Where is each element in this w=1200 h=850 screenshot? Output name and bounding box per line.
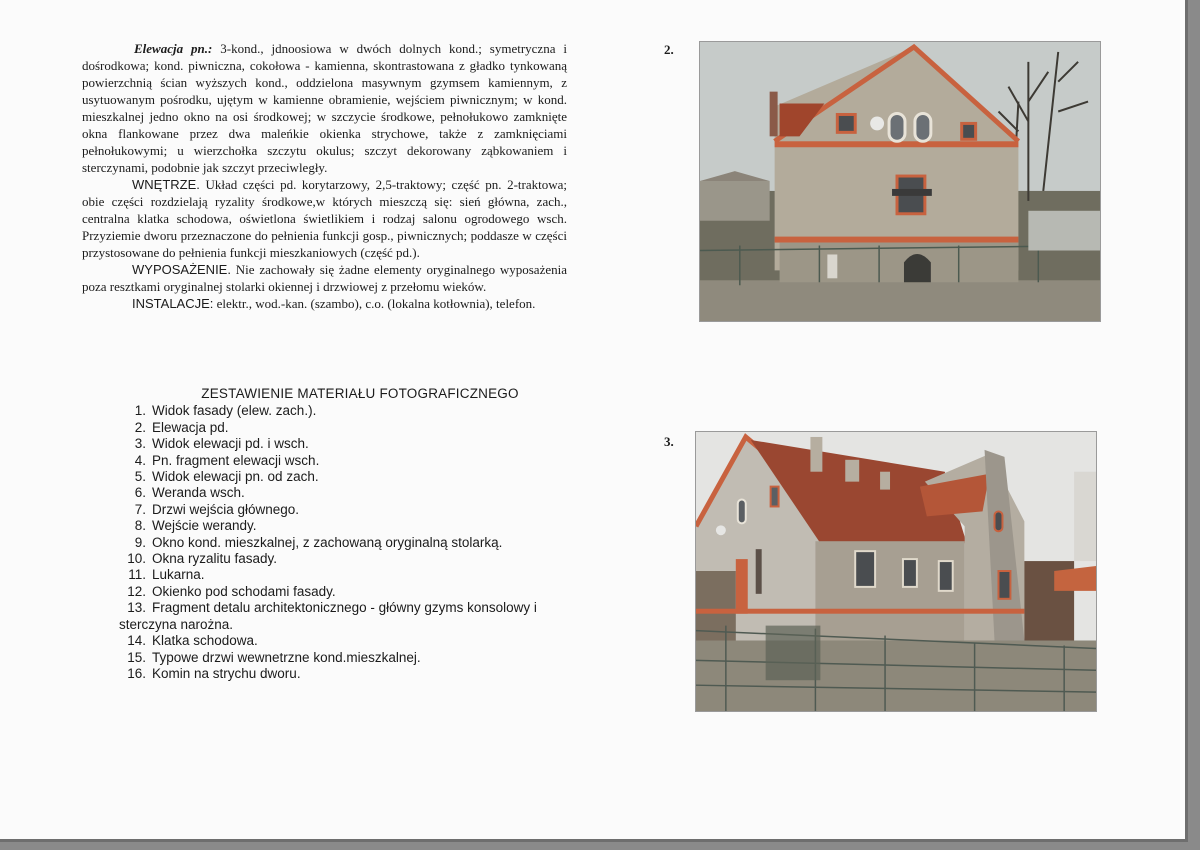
list-item-number: 7.	[134, 501, 146, 517]
list-item	[100, 485, 580, 501]
list-item	[100, 403, 580, 419]
list-item-number: 13.	[127, 600, 146, 616]
photo-label-2: 2.	[664, 42, 674, 57]
photo-material-list	[100, 386, 580, 682]
list-item-number: 4.	[134, 452, 146, 468]
list-item-number: 16.	[127, 665, 146, 681]
list-item	[100, 518, 580, 534]
paragraph-heading: WYPOSAŻENIE.	[132, 262, 231, 277]
list-item-number: 2.	[134, 419, 146, 435]
paragraph-body: Nie zachowały się żadne elementy oryginalnego wyposażenia poza resztkami oryginalnej stolarki okiennej i drzwiowej z przełomu wieków.	[82, 262, 567, 294]
list-item-text: Elewacja pd.	[152, 419, 229, 435]
paragraph-north-elevation	[82, 40, 567, 176]
description-text	[82, 40, 567, 312]
paragraph-lead: Elewacja pn.:	[134, 41, 213, 56]
paragraph-body: 3-kond., jdnoosiowa w dwóch dolnych kond.; symetryczna i dośrodkowa; kond. piwniczna, cokołowa - kamienna, skontrastowana z gładko tynkowaną powierzchnią ścian wyższych kond., oddzielona masywnym gzymsem kamiennym, z usytuowanym pośrodku, ujętym w kamienne obramienie, wejściem piwnicznym; w kond. mieszkalnej jedno okno na osi środkowej; w szczycie środkowe, pełnołukowo zamknięte okna flankowane przez dwa maleńkie okienka strychowe, także z zamknięciami pełnołukowymi; u wierzchołka szczytu okulus; szczyt dekorowany ząbkowaniem i sterczynami, podobnie jak szczyt przeciwległy.	[82, 41, 567, 175]
list-item	[100, 502, 580, 518]
list-item	[100, 584, 580, 600]
list-item-number: 6.	[134, 485, 146, 501]
list-item-text: Widok elewacji pn. od zach.	[152, 469, 319, 485]
list-item-number: 11.	[128, 567, 146, 583]
list-item	[100, 420, 580, 436]
list-item-text: Lukarna.	[152, 567, 205, 583]
house-photo-image	[696, 432, 1096, 711]
list-item	[100, 567, 580, 583]
list-item	[100, 650, 580, 666]
list-title: ZESTAWIENIE MATERIAŁU FOTOGRAFICZNEGO	[201, 386, 519, 401]
list-item-text: Widok fasady (elew. zach.).	[152, 403, 317, 419]
list-item-continuation	[100, 617, 580, 633]
list-item-text: Klatka schodowa.	[152, 633, 258, 649]
list-item-number: 12.	[127, 583, 146, 599]
list-item	[100, 535, 580, 551]
list-item-number: 15.	[127, 649, 146, 665]
list-item-number: 14.	[127, 633, 146, 649]
photo-south-elevation	[699, 41, 1101, 322]
list-item	[100, 453, 580, 469]
photo-south-east-elevation	[695, 431, 1097, 712]
list-item-text: Okna ryzalitu fasady.	[152, 551, 278, 567]
paragraph-heading: INSTALACJE:	[132, 296, 214, 311]
house-photo-image	[700, 42, 1100, 321]
list-item-text: Okno kond. mieszkalnej, z zachowaną oryginalną stolarką.	[152, 534, 503, 550]
list-item-number: 9.	[134, 534, 146, 550]
list-item-text-continuation: sterczyna narożna.	[119, 616, 234, 632]
paragraph-body: Układ części pd. korytarzowy, 2,5-traktowy; część pn. 2-traktowa; obie części rozdzielają ryzality środkowe,w których mieszczą się: sień główna, zach., centralna klatka schodowa, oświetlona świetlikiem i rodzaj salonu ogrodowego wsch. Przyziemie dworu przeznaczone do pełnienia funkcji gosp., piwnicznych; poddasze w części przystosowane do pełnienia funkcji mieszkaniowych (część pd.).	[82, 177, 567, 260]
list-item	[100, 633, 580, 649]
paragraph-installations	[82, 295, 567, 312]
list-item-text: Okienko pod schodami fasady.	[152, 583, 336, 599]
list-item	[100, 666, 580, 682]
list-item-number: 10.	[127, 551, 146, 567]
list-item-number: 3.	[134, 436, 146, 452]
list-item-number: 5.	[134, 469, 146, 485]
paragraph-furnishings	[82, 261, 567, 295]
paragraph-heading: WNĘTRZE.	[132, 177, 200, 192]
paragraph-body: elektr., wod.-kan. (szambo), c.o. (lokalna kotłownia), telefon.	[213, 296, 536, 311]
list-item-text: Typowe drzwi wewnetrzne kond.mieszkalnej.	[152, 649, 421, 665]
list-item	[100, 600, 580, 616]
list-item-number: 8.	[134, 518, 146, 534]
photo-items	[100, 403, 580, 682]
paragraph-interior	[82, 176, 567, 261]
list-item-text: Widok elewacji pd. i wsch.	[152, 436, 309, 452]
list-item-text: Drzwi wejścia głównego.	[152, 501, 300, 517]
list-item-text: Komin na strychu dworu.	[152, 665, 301, 681]
list-item-text: Pn. fragment elewacji wsch.	[152, 452, 320, 468]
photo-label-3: 3.	[664, 434, 674, 449]
list-item	[100, 436, 580, 452]
list-item	[100, 469, 580, 485]
list-item	[100, 551, 580, 567]
list-item-text: Fragment detalu architektonicznego - główny gzyms konsolowy i	[152, 600, 537, 616]
list-item-text: Wejście werandy.	[152, 518, 257, 534]
list-item-text: Weranda wsch.	[152, 485, 245, 501]
list-item-number: 1.	[134, 403, 146, 419]
